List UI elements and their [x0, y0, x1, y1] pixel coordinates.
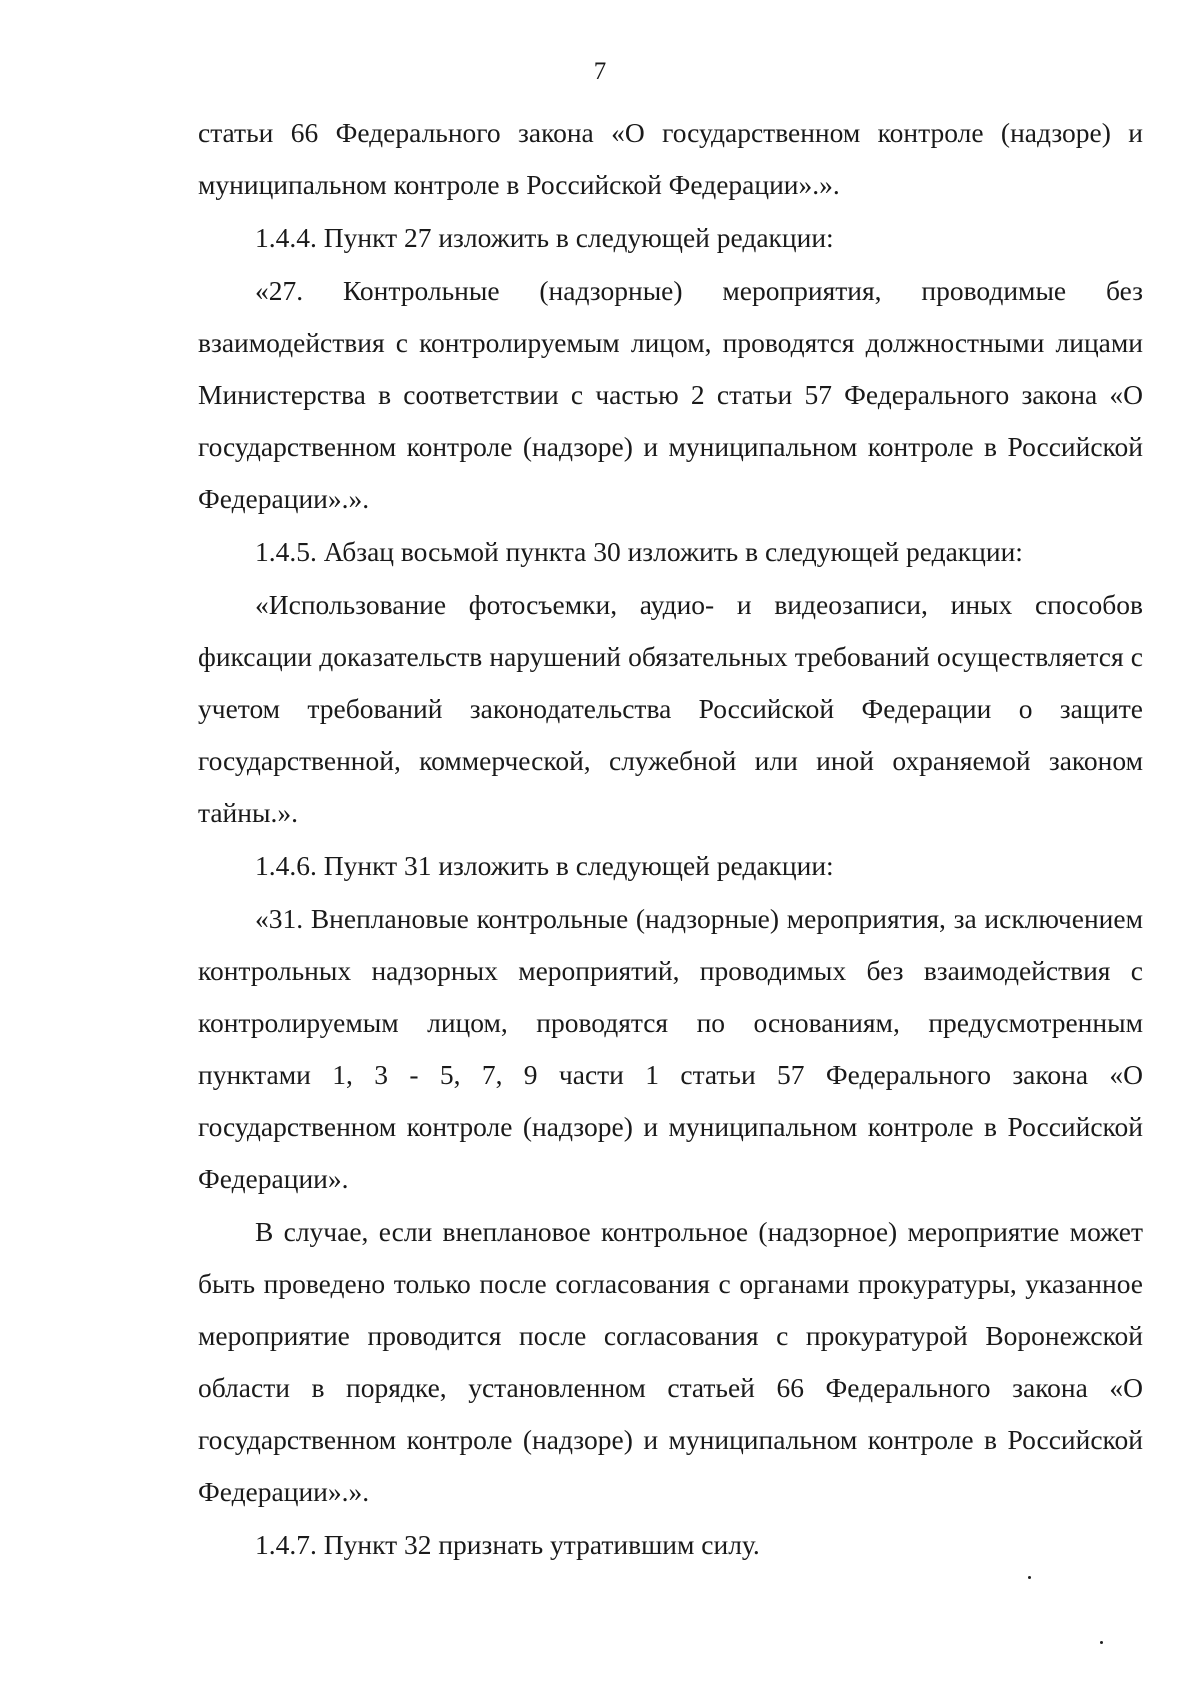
document-body [198, 107, 1143, 1571]
paragraph-item-31-case: В случае, если внеплановое контрольное (надзорное) мероприятие может быть проведено только после согласования с органами прокуратуры, указанное мероприятие проводится после согласования с прокуратурой Воронежской области в порядке, установленном статьей 66 Федерального закона «О государственном контроле (надзоре) и муниципальном контроле в Российской Федерации».». [198, 1216, 1143, 1507]
scan-speck [1028, 1576, 1031, 1579]
paragraph-1-4-4: 1.4.4. Пункт 27 изложить в следующей редакции: [255, 222, 834, 253]
paragraph-1-4-7: 1.4.7. Пункт 32 признать утратившим силу. [255, 1529, 760, 1560]
paragraph-continuation: статьи 66 Федерального закона «О государственном контроле (надзоре) и муниципальном контроле в Российской Федерации».». [198, 117, 1143, 200]
paragraph-item-31: «31. Внеплановые контрольные (надзорные) мероприятия, за исключением контрольных надзорных мероприятий, проводимых без взаимодействия с контролируемым лицом, проводятся по основаниям, предусмотренным пунктами 1, 3 - 5, 7, 9 части 1 статьи 57 Федерального закона «О государственном контроле (надзоре) и муниципальном контроле в Российской Федерации». [198, 903, 1143, 1194]
paragraph-1-4-5: 1.4.5. Абзац восьмой пункта 30 изложить в следующей редакции: [255, 536, 1023, 567]
paragraph-item-30-text: «Использование фотосъемки, аудио- и видеозаписи, иных способов фиксации доказательств нарушений обязательных требований осуществляется с учетом требований законодательства Российской Федерации о защите государственной, коммерческой, служебной или иной охраняемой законом тайны.». [198, 589, 1143, 828]
page-number: 7 [593, 58, 607, 85]
paragraph-1-4-6: 1.4.6. Пункт 31 изложить в следующей редакции: [255, 850, 834, 881]
paragraph-item-27: «27. Контрольные (надзорные) мероприятия, проводимые без взаимодействия с контролируемым лицом, проводятся должностными лицами Министерства в соответствии с частью 2 статьи 57 Федерального закона «О государственном контроле (надзоре) и муниципальном контроле в Российской Федерации».». [198, 275, 1143, 514]
scan-speck [1100, 1641, 1103, 1644]
